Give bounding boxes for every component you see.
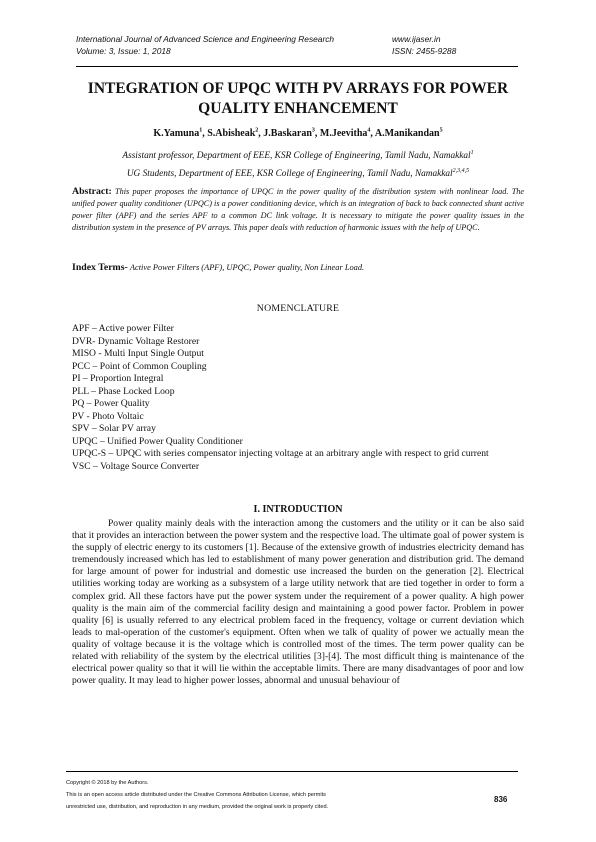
abstract bbox=[72, 186, 524, 234]
running-header-left bbox=[76, 33, 334, 57]
journal-name: International Journal of Advanced Science and Engineering Research bbox=[76, 34, 335, 44]
introduction-paragraph: Power quality mainly deals with the interaction among the customers and the utility or it can be also said that it provides an interaction between the power system and the respective load. The ultimate goal of power system is the supply of electric energy to its customers [1]. Because of the extensive growth of industries electricity demand has tremendously increased which has led to establishment of many power generation and distribution grid. The demand for large amount of power for industrial and domestic use increased the burden on the generation [2]. Electrical utilities working today are working as a subsystem of a large utility network that are tied together in order to form a complex grid. All these factors have put the power system under the requirement of a power quality. A high power quality is the main aim of the commercial facility design and maintaining a good power factor. Problem in power quality [6] is usually referred to any electrical problem faced in the frequency, voltage or current deviation which leads to mal-operation of the customer's equipment. Often when we talk of quality of power we actually mean the quality of voltage because it is the voltage which is controlled most of the times. The term power quality can be related with reliability of the system by the electrical utilities [3]-[4]. The most difficult thing is maintenance of the electrical power quality so that it will lie within the acceptable limits. There are many disadvantages of poor and low power quality. It may lead to higher power losses, abnormal and unusual behaviour of bbox=[72, 518, 524, 687]
nomenclature-item: PQ – Power Quality bbox=[72, 398, 150, 410]
author-name: K.Yamuna bbox=[153, 128, 200, 139]
header-divider bbox=[76, 66, 518, 67]
author-name: A.Manikandan bbox=[374, 128, 440, 139]
affiliation-mark: 1 bbox=[470, 149, 474, 156]
nomenclature-item: PLL – Phase Locked Loop bbox=[72, 385, 175, 397]
nomenclature-list bbox=[72, 323, 524, 474]
journal-website[interactable]: www.ijaser.in bbox=[392, 34, 441, 44]
author-affiliation-mark: 4 bbox=[367, 127, 371, 134]
page-number: 836 bbox=[494, 795, 508, 804]
author-name: M.Jeevitha bbox=[319, 128, 368, 139]
author-name: S.Abisheak bbox=[207, 128, 256, 139]
paper-title: INTEGRATION OF UPQC WITH PV ARRAYS FOR POWER QUALITY ENHANCEMENT bbox=[87, 80, 509, 117]
nomenclature-item: UPQC-S – UPQC with series compensator injecting voltage at an arbitrary angle with respect to grid current bbox=[72, 448, 489, 460]
author-list: K.Yamuna$^1$, S.Abisheak$^2$, J.Baskaran$^3$, M.Jeevitha$^4$, A.Manikandan$^5$ bbox=[153, 127, 443, 139]
nomenclature-item: DVR- Dynamic Voltage Restorer bbox=[72, 335, 200, 347]
nomenclature-item: MISO - Multi Input Single Output bbox=[72, 348, 204, 360]
index-terms-text: Active Power Filters (APF), UPQC, Power quality, Non Linear Load. bbox=[129, 263, 365, 272]
nomenclature-heading: NOMENCLATURE bbox=[256, 303, 340, 314]
index-terms-label: Index Terms- bbox=[72, 262, 128, 273]
nomenclature-item: UPQC – Unified Power Quality Conditioner bbox=[72, 435, 243, 447]
footer-divider bbox=[66, 771, 518, 772]
author-affiliation-mark: 1 bbox=[199, 127, 203, 134]
nomenclature-item: PV - Photo Voltaic bbox=[72, 410, 144, 422]
nomenclature-item: SPV – Solar PV array bbox=[72, 423, 156, 435]
author-affiliation-mark: 2 bbox=[255, 127, 259, 134]
affiliation bbox=[60, 168, 536, 180]
nomenclature-item: APF – Active power Filter bbox=[72, 323, 174, 334]
author-name: J.Baskaran bbox=[263, 128, 312, 139]
section-heading-introduction: I. INTRODUCTION bbox=[253, 504, 343, 515]
footer-license-line: unrestricted use, distribution, and reproduction in any medium, provided the original work is properly cited. bbox=[66, 804, 329, 810]
abstract-text: This paper proposes the importance of UPQC in the power quality of the distribution system with nonlinear load. The unified power quality conditioner (UPQC) is a power conditioning device, which is an integration of back to back connected shunt active power filter (APF) and the series APF to a common DC link voltage. It is necessary to mitigate the power quality issues in the distribution system in the presence of PV arrays. This paper deals with reduction of harmonic issues with the help of UPQC. bbox=[72, 187, 525, 232]
footer-license bbox=[66, 777, 466, 813]
affiliation-mark: 2,3,4,5 bbox=[452, 167, 470, 174]
index-terms bbox=[72, 262, 524, 274]
journal-issn: ISSN: 2455-9288 bbox=[392, 46, 457, 56]
author-affiliation-mark: 5 bbox=[439, 127, 443, 134]
affiliation-text: Assistant professor, Department of EEE, KSR College of Engineering, Tamil Nadu, Namakkal bbox=[122, 151, 471, 161]
nomenclature-item: PI – Proportion Integral bbox=[72, 373, 164, 385]
nomenclature-item: PCC – Point of Common Coupling bbox=[72, 360, 207, 372]
nomenclature-item: VSC – Voltage Source Converter bbox=[72, 461, 200, 473]
footer-license-line: This is an open access article distributed under the Creative Commons Attribution License, which permits bbox=[66, 792, 326, 798]
running-header-right bbox=[392, 33, 456, 57]
abstract-label: Abstract: bbox=[72, 186, 112, 197]
affiliation bbox=[60, 150, 536, 162]
affiliation-text: UG Students, Department of EEE, KSR College of Engineering, Tamil Nadu, Namakkal bbox=[126, 169, 453, 179]
author-affiliation-mark: 3 bbox=[311, 127, 315, 134]
journal-volume: Volume: 3, Issue: 1, 2018 bbox=[76, 46, 171, 56]
footer-copyright: Copyright © 2018 by the Authors. bbox=[66, 780, 149, 786]
